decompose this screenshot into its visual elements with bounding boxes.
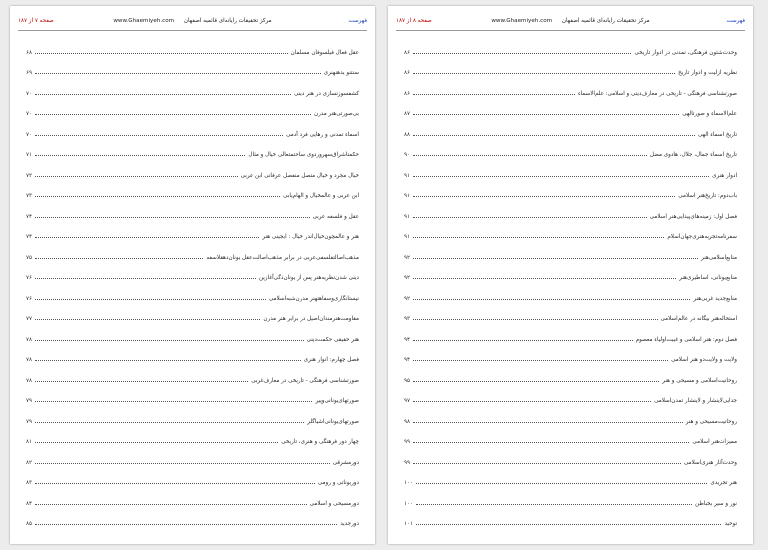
toc-entry-page-number: ۹۵ <box>404 377 411 384</box>
toc-entry[interactable] <box>26 158 359 179</box>
toc-entry-title[interactable]: استحاله‌هنر بیگانه در عالم‌اسلامی <box>660 316 737 322</box>
dot-leader <box>413 114 679 115</box>
toc-entry[interactable] <box>404 138 737 159</box>
toc-entry-page-number: ۷۸ <box>26 377 33 384</box>
dot-leader <box>416 504 692 505</box>
toc-entry[interactable] <box>404 35 737 56</box>
toc-entry[interactable] <box>26 240 359 261</box>
website-link[interactable]: www.Ghaemiyeh.com <box>491 18 553 24</box>
dot-leader <box>413 217 647 218</box>
toc-entry-title[interactable]: عقل فعال فیلسوفان مسلمان <box>290 49 359 56</box>
toc-entry-title[interactable]: منابع‌جدید غربی‌هنر <box>693 295 737 302</box>
toc-entry-page-number: ۹۴ <box>404 357 411 363</box>
dot-leader <box>413 155 647 156</box>
dot-leader <box>35 524 337 525</box>
toc-entry-title[interactable]: دورجدید <box>340 521 359 527</box>
dot-leader <box>35 155 245 156</box>
toc-entry[interactable] <box>404 179 737 200</box>
dot-leader <box>413 278 676 279</box>
toc-entry[interactable] <box>26 281 359 302</box>
toc-entry-title[interactable]: مقاومت‌هنرمندان‌اصیل در برابر هنر مدرن <box>263 316 359 322</box>
toc-entry-page-number: ۷۰ <box>26 131 33 138</box>
dot-leader <box>35 73 321 74</box>
page-header <box>396 15 745 27</box>
toc-entry[interactable] <box>26 97 359 118</box>
dot-leader <box>35 381 248 382</box>
dot-leader <box>413 442 689 443</box>
toc-entry-title[interactable]: حکمتاشراق‌سهروردوی ساحتمتعالی خیال و مثال <box>248 152 359 158</box>
toc-entry-title[interactable]: هنر و عالمچون‌خیال‌اندر خیال : ابجینی هنر <box>262 234 359 240</box>
toc-entry-title[interactable]: منابع‌اسلامی‌هنر <box>701 254 737 261</box>
toc-entry[interactable] <box>26 486 359 507</box>
toc-entry[interactable] <box>26 199 359 220</box>
toc-entry-page-number: ۸۳ <box>26 480 33 486</box>
toc-entry-page-number: ۷۰ <box>26 111 33 117</box>
toc-entry[interactable] <box>404 507 737 528</box>
dot-leader <box>35 217 310 218</box>
dot-leader <box>35 504 307 505</box>
toc-entry-page-number: ۸۶ <box>404 90 411 97</box>
toc-entry[interactable] <box>26 343 359 364</box>
toc-entry-title[interactable]: چهار دور فرهنگی و هنری، تاریخی <box>281 439 359 445</box>
toc-entry-page-number: ۸۸ <box>404 131 411 138</box>
toc-entry-title[interactable]: وحدت‌آثار هنری‌اسلامی <box>684 459 737 466</box>
toc-entry[interactable] <box>26 466 359 487</box>
toc-entry-page-number: ۸۵ <box>26 521 33 527</box>
page-number-label: صفحه ۸ از ۱۸۷ <box>396 18 432 24</box>
dot-leader <box>413 258 698 259</box>
toc-entry[interactable] <box>404 404 737 425</box>
header-divider <box>18 30 367 31</box>
toc-entry-title[interactable]: سفرنامه‌تجربه‌هنری‌جهان‌اسلام <box>667 234 737 240</box>
toc-entry-title[interactable]: بی‌صورتی‌هنر مدرن <box>313 111 359 117</box>
dot-leader <box>35 340 304 341</box>
toc-entry[interactable] <box>404 158 737 179</box>
toc-entry[interactable] <box>26 76 359 97</box>
toc-entry[interactable] <box>26 179 359 200</box>
toc-entry[interactable] <box>404 384 737 405</box>
center-name: مرکز تحقیقات رایانه‌ای قائمیه اصفهان <box>183 18 272 24</box>
header-divider <box>396 30 745 31</box>
toc-entry[interactable] <box>404 281 737 302</box>
toc-entry-page-number: ۷۹ <box>26 398 33 404</box>
toc-entry[interactable] <box>404 261 737 282</box>
toc-entry-page-number: ۹۹ <box>404 439 411 445</box>
header-center <box>18 15 367 27</box>
toc-entry[interactable] <box>26 138 359 159</box>
toc-entry[interactable] <box>404 240 737 261</box>
dot-leader <box>35 319 260 320</box>
page-header <box>18 15 367 27</box>
dot-leader <box>35 176 238 177</box>
center-name: مرکز تحقیقات رایانه‌ای قائمیه اصفهان <box>561 18 650 24</box>
dot-leader <box>413 360 668 361</box>
toc-entry-page-number: ۸۲ <box>26 459 33 466</box>
toc-entry-page-number: ۹۹ <box>404 459 411 466</box>
toc-entry-page-number: ۷۹ <box>26 418 33 425</box>
toc-entry-page-number: ۱۰۱ <box>404 521 414 527</box>
toc-entry-page-number: ۷۸ <box>26 357 33 363</box>
toc-entry[interactable] <box>404 220 737 241</box>
toc-list <box>404 35 737 527</box>
toc-entry-title[interactable]: روحانیت‌اسلامی و مسیحی و هنر <box>662 377 737 384</box>
toc-entry-page-number: ۷۳ <box>26 193 33 199</box>
toc-entry[interactable] <box>26 261 359 282</box>
toc-entry-page-number: ۷۱ <box>26 152 33 158</box>
toc-entry-title[interactable]: صورتهای‌یونانی‌اشیاگلر <box>307 418 359 425</box>
toc-entry-page-number: ۹۷ <box>404 398 411 404</box>
toc-entry-title[interactable]: نیستانگاری‌وسفاهتهنر مدرن‌شبه‌اسلامی <box>268 295 359 302</box>
toc-entry[interactable] <box>26 35 359 56</box>
dot-leader <box>416 483 707 484</box>
toc-entry-title[interactable]: علم‌الاسماء و صورتالهی <box>682 111 737 117</box>
toc-entry-title[interactable]: توحید <box>724 521 737 527</box>
header-center <box>396 15 745 27</box>
dot-leader <box>416 524 721 525</box>
dot-leader <box>413 135 695 136</box>
toc-entry-title[interactable]: خیال مجرد و خیال متصل منفصل عرفانی ابن عربی <box>240 172 359 179</box>
toc-entry-title[interactable]: هنر حقیقی حکمت‌دینی <box>306 336 359 343</box>
dot-leader <box>35 278 256 279</box>
toc-entry-title[interactable]: باب‌دوم: تاریخ‌هنر اسلامی <box>678 193 737 199</box>
dot-leader <box>413 94 575 95</box>
dot-leader <box>35 422 304 423</box>
dot-leader <box>413 196 675 197</box>
toc-entry-page-number: ۷۵ <box>26 254 33 261</box>
dot-leader <box>413 422 683 423</box>
toc-entry-page-number: ۹۰ <box>404 152 411 158</box>
toc-entry[interactable] <box>404 486 737 507</box>
toc-entry-title[interactable]: جدایی‌لاینشار و لاینشار تمدن‌اسلامی <box>654 398 737 404</box>
toc-entry[interactable] <box>404 445 737 466</box>
toc-entry[interactable] <box>404 302 737 323</box>
website-link[interactable]: www.Ghaemiyeh.com <box>113 18 175 24</box>
toc-entry-page-number: ۹۴ <box>404 336 411 343</box>
toc-entry-page-number: ۸۶ <box>404 70 411 76</box>
toc-entry-title[interactable]: صورتهای‌یونانی‌وپیر <box>315 398 359 404</box>
dot-leader <box>35 135 283 136</box>
toc-entry-page-number: ۹۱ <box>404 234 411 240</box>
toc-entry-title[interactable]: اسماء تمدنی و رهایی فرد آدمی <box>286 131 359 138</box>
toc-entry-page-number: ۱۰۰ <box>404 500 414 507</box>
toc-entry-page-number: ۱۰۰ <box>404 480 414 486</box>
dot-leader <box>413 299 690 300</box>
dot-leader <box>35 258 203 259</box>
dot-leader <box>413 237 664 238</box>
toc-entry[interactable] <box>404 76 737 97</box>
toc-entry-title[interactable]: ادوار هنری <box>712 172 737 179</box>
toc-entry[interactable] <box>26 363 359 384</box>
toc-entry[interactable] <box>26 425 359 446</box>
toc-entry-page-number: ۸۱ <box>26 439 33 445</box>
toc-entry-page-number: ۶۸ <box>26 49 33 56</box>
dot-leader <box>35 299 266 300</box>
dot-leader <box>35 442 278 443</box>
toc-entry[interactable] <box>404 56 737 77</box>
toc-entry[interactable] <box>404 425 737 446</box>
toc-entry-title[interactable]: صورتشناسی فرهنگی - تاریخی در معارف‌دینی و اسلامی: علم‌الاسماء <box>577 90 737 97</box>
dot-leader <box>35 196 280 197</box>
dot-leader <box>413 401 651 402</box>
dot-leader <box>35 483 315 484</box>
toc-entry-title[interactable]: دینی شدن‌نظریه‌هنر پس از یونان‌دگی‌آغازین <box>258 275 359 281</box>
dot-leader <box>413 73 675 74</box>
toc-entry-page-number: ۷۰ <box>26 90 33 97</box>
toc-entry[interactable] <box>26 445 359 466</box>
toc-entry-title[interactable]: تاریخ اسماء الهی <box>698 131 737 138</box>
toc-entry-page-number: ۸۶ <box>404 49 411 56</box>
toc-entry-title[interactable]: تاریخ اسماء جمال، جلال، هادوی مضل <box>649 152 737 158</box>
toc-entry[interactable] <box>404 199 737 220</box>
toc-entry[interactable] <box>26 384 359 405</box>
toc-entry-title[interactable]: کشفسوزنسازی در هنر دینی <box>293 90 359 97</box>
dot-leader <box>35 94 291 95</box>
dot-leader <box>413 319 657 320</box>
toc-entry-title[interactable]: منابع‌یونانی، اساطیری‌هنر <box>679 275 737 281</box>
section-title: فهرست <box>348 18 367 24</box>
toc-entry-title[interactable]: مذهب‌اصالتفلسفی‌عربی در برابر مذهب‌اصالت‌عقل یونان‌دهقلاسفه <box>206 254 359 261</box>
toc-entry-page-number: ۹۲ <box>404 254 411 261</box>
dot-leader <box>35 360 301 361</box>
toc-entry-page-number: ۹۳ <box>404 316 411 322</box>
toc-entry-title[interactable]: ولایت و ولایت‌دو هنر اسلامی <box>671 357 737 363</box>
toc-entry-title[interactable]: وحدت‌شئون فرهنگی، تمدنی در ادوار تاریخی <box>634 49 737 56</box>
toc-entry-page-number: ۹۱ <box>404 193 411 199</box>
dot-leader <box>413 53 631 54</box>
toc-entry[interactable] <box>404 322 737 343</box>
dot-leader <box>413 381 659 382</box>
toc-entry-page-number: ۷۴ <box>26 234 33 240</box>
dot-leader <box>35 463 330 464</box>
page-number-label: صفحه ۷ از ۱۸۷ <box>18 18 54 24</box>
toc-entry[interactable] <box>26 322 359 343</box>
toc-entry-page-number: ۹۱ <box>404 213 411 220</box>
toc-entry-page-number: ۸۷ <box>404 111 411 117</box>
toc-entry-page-number: ۷۴ <box>26 213 33 220</box>
toc-entry-title[interactable]: روحانیت‌مسیحی و هنر <box>685 418 737 425</box>
toc-entry-title[interactable]: ابن عربی و عالمخیال و الهام‌یابی <box>283 193 359 199</box>
toc-entry[interactable] <box>404 117 737 138</box>
toc-entry[interactable] <box>404 343 737 364</box>
toc-entry-title[interactable]: سنتنو یدهنهنری <box>323 70 359 76</box>
toc-list <box>26 35 359 527</box>
toc-entry-title[interactable]: نور و سیر بخباطن <box>695 500 737 507</box>
toc-entry[interactable] <box>26 220 359 241</box>
toc-entry[interactable] <box>404 466 737 487</box>
toc-entry-page-number: ۹۱ <box>404 172 411 179</box>
toc-entry-title[interactable]: صورتشناسی فرهنگی - تاریخی در معارف‌غربی <box>251 377 359 384</box>
dot-leader <box>413 176 709 177</box>
toc-entry-title[interactable]: نظریه ازلیت و ادوار تاریخ <box>678 70 737 76</box>
toc-entry[interactable] <box>404 363 737 384</box>
toc-entry-page-number: ۸۴ <box>26 500 33 507</box>
dot-leader <box>35 237 259 238</box>
toc-entry-title[interactable]: دورمشرقی <box>332 459 359 466</box>
toc-entry[interactable] <box>26 302 359 323</box>
toc-entry-page-number: ۹۲ <box>404 295 411 302</box>
toc-entry-title[interactable]: عقل و فلسفه عربی <box>312 213 359 220</box>
toc-entry-title[interactable]: دورمسیحی و اسلامی <box>309 500 359 507</box>
toc-entry-page-number: ۹۸ <box>404 418 411 425</box>
toc-entry-page-number: ۷۷ <box>26 316 33 322</box>
dot-leader <box>413 340 633 341</box>
toc-entry-page-number: ۷۸ <box>26 336 33 343</box>
toc-entry-title[interactable]: فصل دوم: هنر اسلامی و غیبت‌اولیاء معصوم <box>635 336 737 343</box>
dot-leader <box>35 401 312 402</box>
toc-entry[interactable] <box>26 56 359 77</box>
toc-entry[interactable] <box>26 117 359 138</box>
toc-entry-title[interactable]: فصل اول: زمینه‌های‌پیدایی‌هنر اسلامی <box>649 213 737 220</box>
toc-entry-page-number: ۷۶ <box>26 275 33 281</box>
toc-entry[interactable] <box>26 507 359 528</box>
dot-leader <box>413 463 681 464</box>
toc-entry-page-number: ۶۹ <box>26 70 33 76</box>
section-title: فهرست <box>726 18 745 24</box>
toc-entry-title[interactable]: هنر تجریدی <box>710 480 737 486</box>
toc-entry-title[interactable]: دوریونانی و رومی <box>317 480 359 486</box>
toc-entry-page-number: ۷۶ <box>26 295 33 302</box>
toc-entry-title[interactable]: ممیزات‌هنر اسلامی <box>692 439 737 445</box>
dot-leader <box>35 114 311 115</box>
toc-entry-page-number: ۷۲ <box>26 172 33 179</box>
toc-entry-title[interactable]: فصل چهارم: انوار هنری <box>303 357 359 363</box>
document-page-7 <box>10 6 375 544</box>
document-page-8 <box>388 6 753 544</box>
toc-entry-page-number: ۹۲ <box>404 275 411 281</box>
toc-entry[interactable] <box>26 404 359 425</box>
dot-leader <box>35 53 288 54</box>
toc-entry[interactable] <box>404 97 737 118</box>
